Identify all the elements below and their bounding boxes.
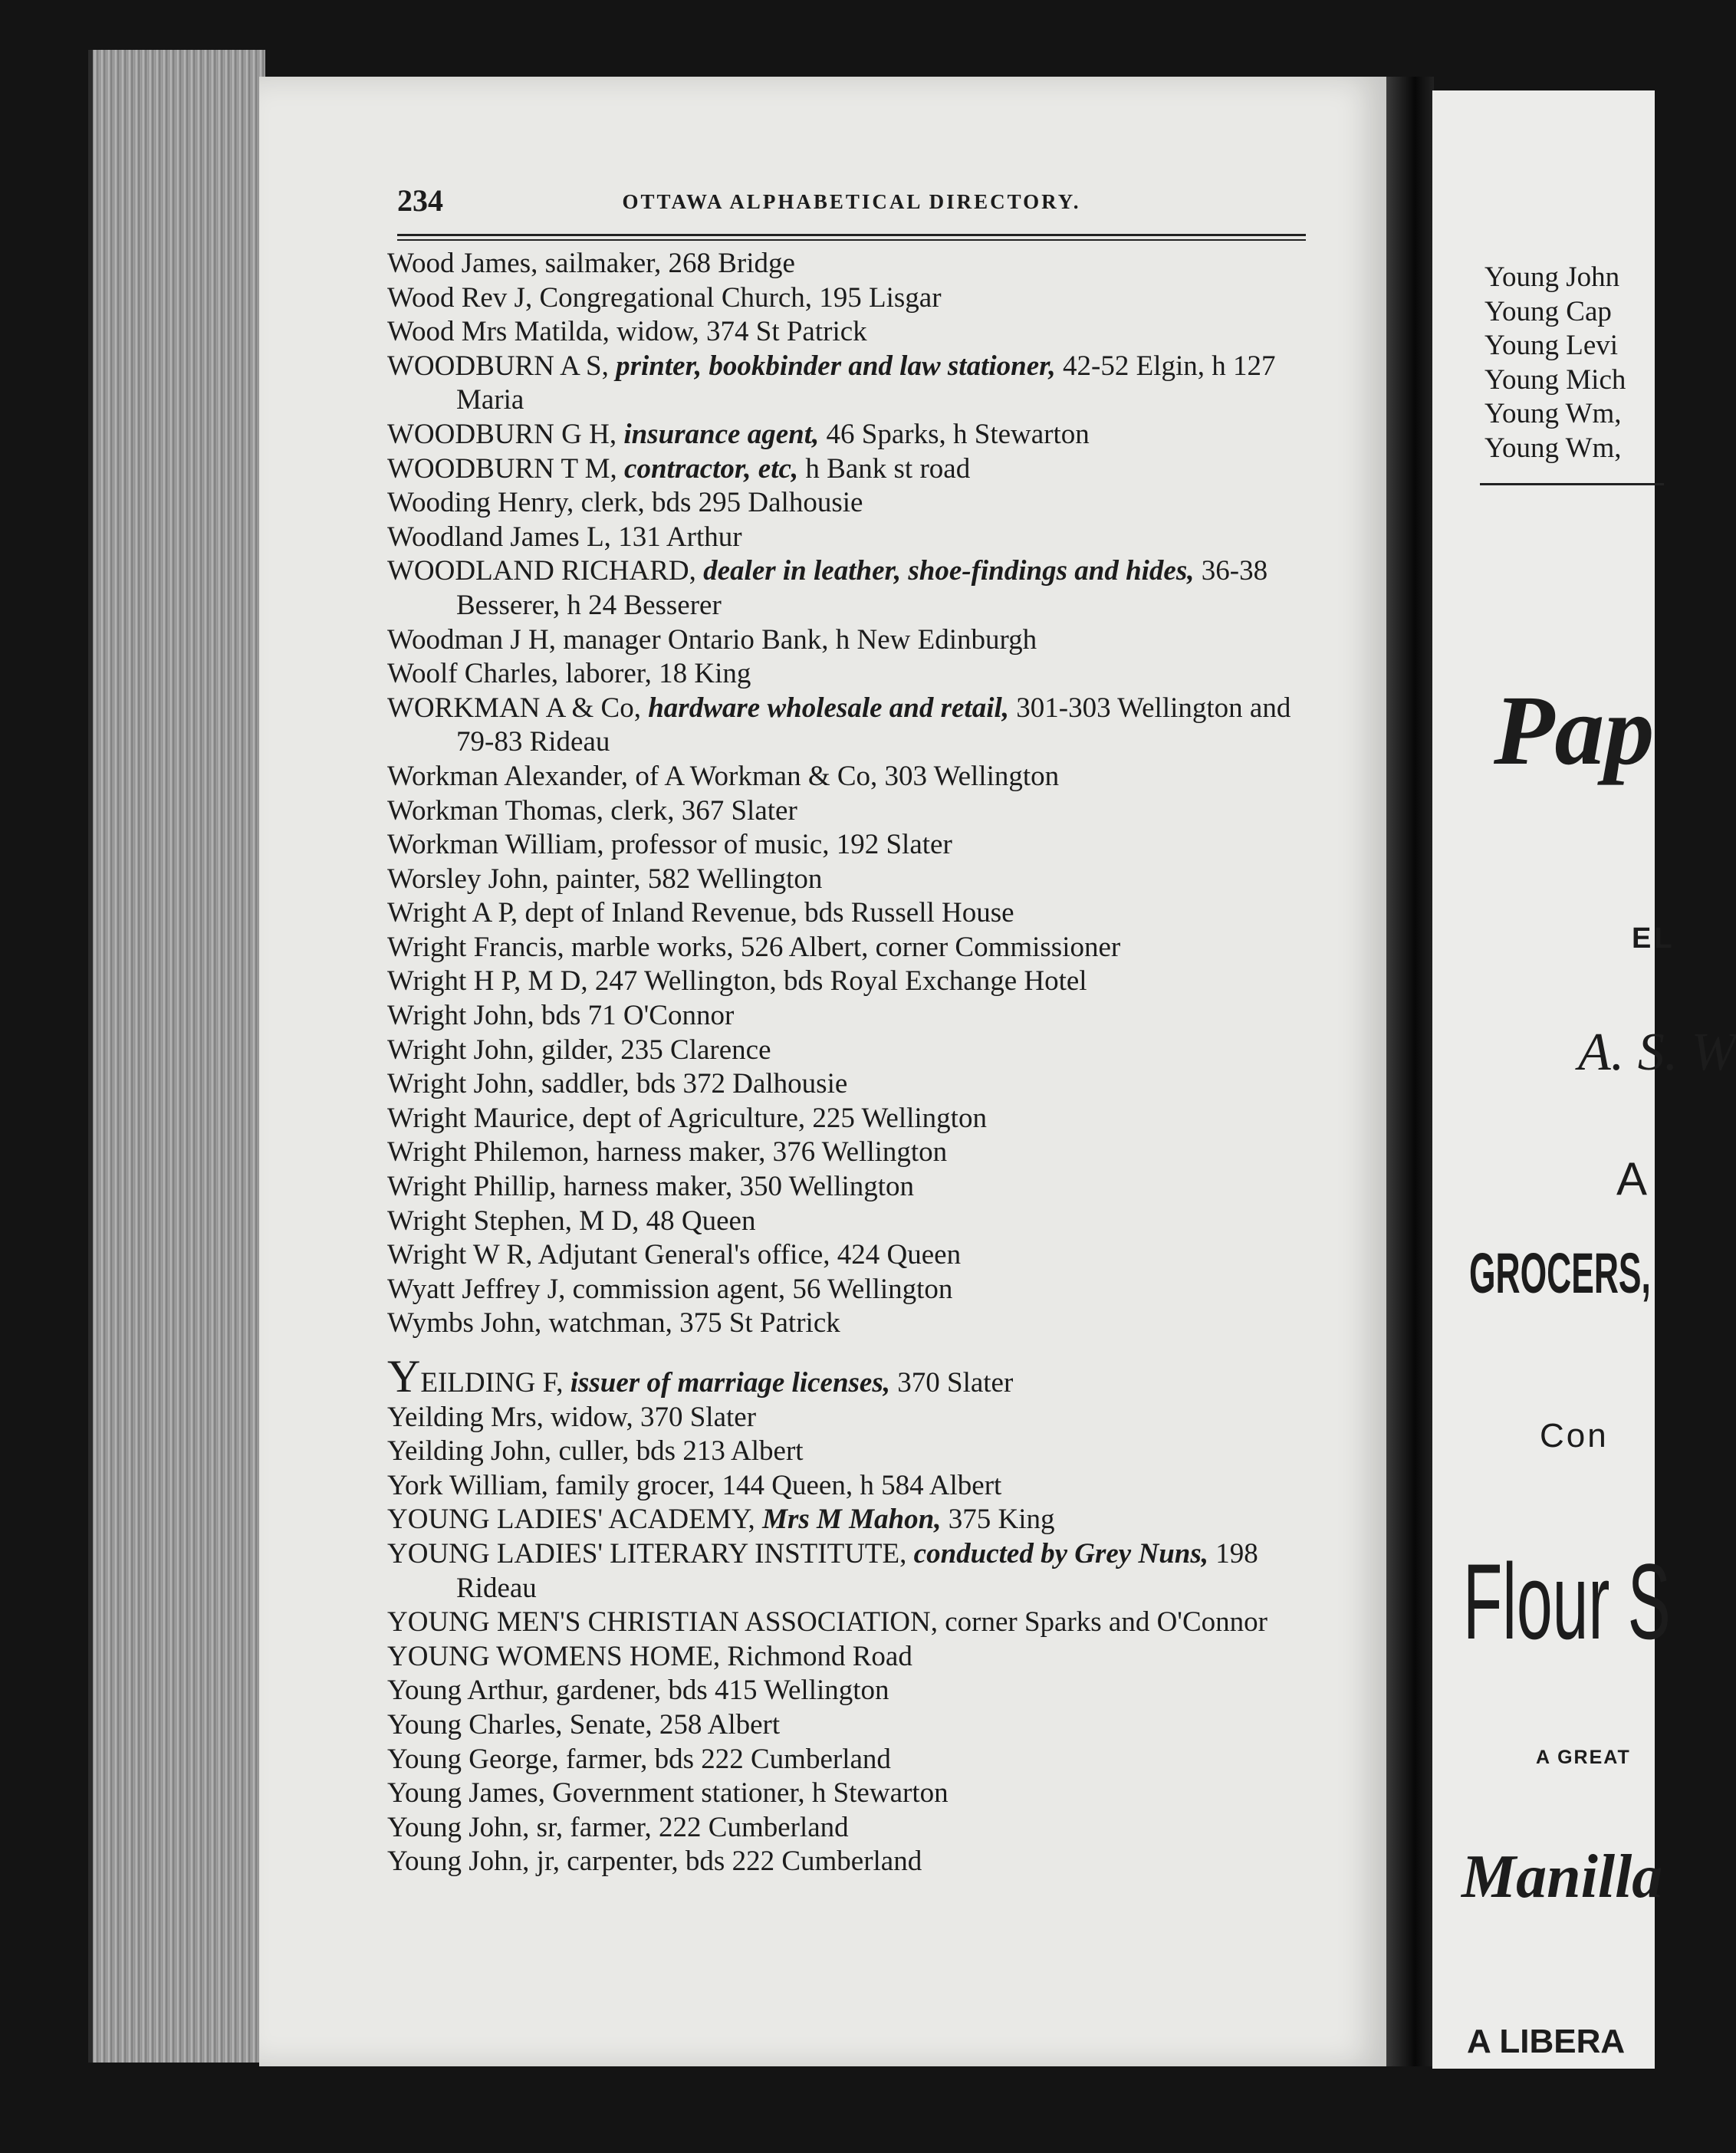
entry-occupation: issuer of marriage licenses, (563, 1367, 890, 1399)
ad-text: A LIBERA (1467, 2023, 1626, 2060)
entry-name: Wood Mrs Matilda, (387, 316, 610, 348)
directory-entry (387, 1205, 1311, 1239)
ad-text: Flour S (1463, 1541, 1671, 1662)
directory-entry (387, 657, 1311, 692)
entry-name: YOUNG LADIES' LITERARY INSTITUTE, (387, 1537, 907, 1570)
directory-entry (387, 1811, 1311, 1846)
entry-name: Yeilding John, (387, 1435, 552, 1468)
right-entry: Young Mich (1484, 363, 1626, 396)
entry-details: corner Sparks and O'Connor (937, 1606, 1267, 1639)
entry-name: Wright Maurice, (387, 1102, 576, 1134)
entry-details: h Bank st road (798, 452, 971, 485)
entry-details: farmer, bds 222 Cumberland (558, 1743, 891, 1775)
directory-entry (387, 418, 1311, 452)
directory-entry (387, 1469, 1311, 1504)
entry-name: WOODBURN T M, (387, 452, 617, 485)
entry-name: Yeilding Mrs, (387, 1401, 544, 1433)
header-rule (397, 234, 1306, 236)
entry-occupation: Mrs M Mahon, (755, 1504, 942, 1536)
entry-name: Young James, (387, 1777, 545, 1810)
entry-details: Congregational Church, 195 Lisgar (532, 281, 942, 314)
entry-details: culler, bds 213 Albert (551, 1435, 804, 1468)
ad-text: A GREAT (1536, 1747, 1631, 1768)
directory-entry (387, 281, 1311, 316)
right-entry: Young Levi (1484, 330, 1619, 362)
directory-entry (387, 315, 1311, 350)
directory-entry (387, 1170, 1311, 1205)
entry-name: Young John, (387, 1811, 530, 1843)
entry-name: Workman Alexander, (387, 760, 629, 792)
directory-entry (387, 1067, 1311, 1102)
entry-details: Senate, 258 Albert (562, 1708, 781, 1740)
entry-details: dept of Agriculture, 225 Wellington (575, 1102, 987, 1134)
directory-entry (387, 999, 1311, 1034)
entry-name: Wright Francis, (387, 931, 564, 963)
directory-entry (387, 1708, 1311, 1743)
entry-occupation: dealer in leather, shoe-findings and hides, (695, 555, 1195, 587)
directory-entry (387, 1136, 1311, 1170)
ad-text: EL (1632, 922, 1675, 955)
directory-entry (387, 350, 1311, 418)
directory-entry (387, 863, 1311, 897)
entry-name: Young Arthur, (387, 1675, 549, 1707)
directory-entry (387, 1537, 1311, 1606)
directory-entry (387, 623, 1311, 658)
entry-name: Wright John, (387, 1068, 534, 1100)
directory-entry (387, 1674, 1311, 1708)
right-rule (1480, 483, 1664, 485)
entry-details: sr, farmer, 222 Cumberland (529, 1811, 849, 1843)
right-entry: Young Cap (1484, 295, 1612, 327)
entry-name: Young John, (387, 1846, 530, 1878)
entry-name: Wright Phillip, (387, 1171, 557, 1203)
entry-name: YOUNG LADIES' ACADEMY, (387, 1504, 755, 1536)
entry-name: Young George, (387, 1743, 559, 1775)
directory-entry (387, 1743, 1311, 1777)
entry-details: widow, 374 St Patrick (609, 316, 867, 348)
entry-name: Wright H P, M D, (387, 965, 588, 998)
entry-details: widow, 370 Slater (543, 1401, 757, 1433)
running-head (397, 182, 1306, 221)
entry-name: Wooding Henry, (387, 487, 574, 519)
entry-details: 42-52 Elgin, h 127 Maria (456, 350, 1276, 416)
ad-text: Manilla (1461, 1843, 1663, 1911)
right-entry: Young Wm, (1484, 398, 1622, 430)
entry-details: gardener, bds 415 Wellington (548, 1675, 889, 1707)
directory-entry (387, 247, 1311, 281)
entry-occupation: printer, bookbinder and law stationer, (608, 350, 1056, 382)
directory-entry (387, 452, 1311, 487)
directory-entry (387, 1503, 1311, 1537)
entry-name: Wood James, (387, 248, 538, 279)
entry-details: family grocer, 144 Queen, h 584 Albert (547, 1469, 1002, 1501)
entry-details: clerk, 367 Slater (603, 794, 797, 827)
entry-details: dept of Inland Revenue, bds Russell House (518, 897, 1014, 929)
entry-name: Wright A P, (387, 897, 518, 929)
entry-name: Wyatt Jeffrey J, (387, 1273, 566, 1305)
directory-entry (387, 760, 1311, 794)
directory-entry (387, 1238, 1311, 1273)
page-edges (88, 50, 265, 2063)
entry-details: 198 Rideau (456, 1537, 1258, 1604)
entry-name: Workman Thomas, (387, 794, 604, 827)
ad-text: A (1616, 1153, 1648, 1205)
entry-details: jr, carpenter, bds 222 Cumberland (529, 1846, 922, 1878)
entry-name: Woodman J H, (387, 623, 557, 656)
entry-name: EILDING F, (420, 1367, 564, 1399)
entry-details: manager Ontario Bank, h New Edinburgh (556, 623, 1037, 656)
entry-name: Wright John, (387, 1000, 534, 1032)
directory-entry (387, 1351, 1311, 1402)
book-gutter (1386, 77, 1434, 2066)
entry-details: saddler, bds 372 Dalhousie (534, 1068, 848, 1100)
entry-details: clerk, bds 295 Dalhousie (574, 487, 863, 519)
right-page (1432, 90, 1736, 2069)
ad-text: Con (1540, 1417, 1609, 1455)
entry-occupation: contractor, etc, (616, 452, 799, 485)
entry-details: commission agent, 56 Wellington (565, 1273, 953, 1305)
right-entry: Young John (1484, 261, 1620, 293)
ad-text: A. S. W (1578, 1023, 1736, 1082)
directory-entry (387, 1640, 1311, 1675)
entry-name: Workman William, (387, 829, 604, 861)
directory-entry (387, 965, 1311, 999)
directory-entry (387, 1435, 1311, 1469)
entry-details: harness maker, 376 Wellington (589, 1136, 948, 1169)
entry-details: sailmaker, 268 Bridge (538, 248, 795, 279)
entry-name: YOUNG WOMENS HOME, (387, 1640, 721, 1672)
ad-headline: Pap (1494, 675, 1655, 786)
entry-details: marble works, 526 Albert, corner Commissioner (564, 931, 1121, 963)
entry-name: Wright John, (387, 1034, 534, 1066)
directory-entry (387, 521, 1311, 555)
entry-name: Woodland James L, (387, 521, 611, 553)
entry-details: bds 71 O'Connor (534, 1000, 735, 1032)
entry-details: 375 King (941, 1504, 1055, 1536)
entry-name: Wright Philemon, (387, 1136, 590, 1169)
entry-details: painter, 582 Wellington (548, 863, 823, 895)
directory-entry (387, 1102, 1311, 1136)
entry-details: 301-303 Wellington and 79-83 Rideau (456, 692, 1291, 758)
entry-details: Government stationer, h Stewarton (544, 1777, 949, 1810)
directory-entry (387, 1777, 1311, 1811)
entry-details: gilder, 235 Clarence (534, 1034, 771, 1066)
entry-name: Wood Rev J, (387, 281, 533, 314)
header-rule (397, 239, 1306, 241)
entry-details: 370 Slater (890, 1367, 1014, 1399)
directory-entry (387, 931, 1311, 965)
directory-entry (387, 794, 1311, 829)
directory-entries (387, 247, 1311, 1879)
page-number: 234 (397, 183, 443, 218)
entry-initial: Y (387, 1351, 421, 1402)
entry-name: Young Charles, (387, 1708, 563, 1740)
entry-name: WOODLAND RICHARD, (387, 555, 696, 587)
entry-details: of A Workman & Co, 303 Wellington (628, 760, 1060, 792)
entry-name: WOODBURN A S, (387, 350, 609, 382)
directory-entry (387, 554, 1311, 623)
right-directory-entries (1484, 261, 1626, 466)
entry-details: M D, 48 Queen (572, 1205, 756, 1237)
directory-entry (387, 486, 1311, 521)
entry-details: harness maker, 350 Wellington (556, 1171, 915, 1203)
entry-details: Adjutant General's office, 424 Queen (532, 1239, 962, 1271)
entry-details: watchman, 375 St Patrick (541, 1307, 840, 1339)
entry-name: WOODBURN G H, (387, 418, 617, 450)
directory-entry (387, 1401, 1311, 1435)
entry-details: professor of music, 192 Slater (603, 829, 952, 861)
ad-text: GROCERS, (1469, 1241, 1651, 1305)
entry-details: 247 Wellington, bds Royal Exchange Hotel (587, 965, 1087, 998)
entry-name: Worsley John, (387, 863, 549, 895)
entry-name: Wymbs John, (387, 1307, 542, 1339)
entry-details: 46 Sparks, h Stewarton (819, 418, 1090, 450)
directory-entry (387, 692, 1311, 760)
entry-details: 36-38 Besserer, h 24 Besserer (456, 555, 1268, 621)
directory-entry (387, 1307, 1311, 1341)
directory-entry (387, 1606, 1311, 1640)
directory-entry (387, 1034, 1311, 1068)
entry-details: laborer, 18 King (558, 658, 751, 690)
page-title: OTTAWA ALPHABETICAL DIRECTORY. (622, 190, 1081, 213)
entry-name: Wright Stephen, (387, 1205, 573, 1237)
directory-entry (387, 896, 1311, 931)
directory-entry (387, 1845, 1311, 1879)
entry-name: Wright W R, (387, 1239, 533, 1271)
entry-occupation: conducted by Grey Nuns, (906, 1537, 1209, 1570)
entry-name: York William, (387, 1469, 548, 1501)
entry-name: WORKMAN A & Co, (387, 692, 641, 724)
entry-name: Woolf Charles, (387, 658, 559, 690)
directory-entry (387, 1273, 1311, 1307)
entry-details: Richmond Road (720, 1640, 912, 1672)
entry-details: 131 Arthur (610, 521, 742, 553)
entry-occupation: insurance agent, (616, 418, 820, 450)
entry-name: YOUNG MEN'S CHRISTIAN ASSOCIATION, (387, 1606, 938, 1639)
entry-occupation: hardware wholesale and retail, (640, 692, 1010, 724)
directory-entry (387, 828, 1311, 863)
right-entry: Young Wm, (1484, 432, 1622, 464)
